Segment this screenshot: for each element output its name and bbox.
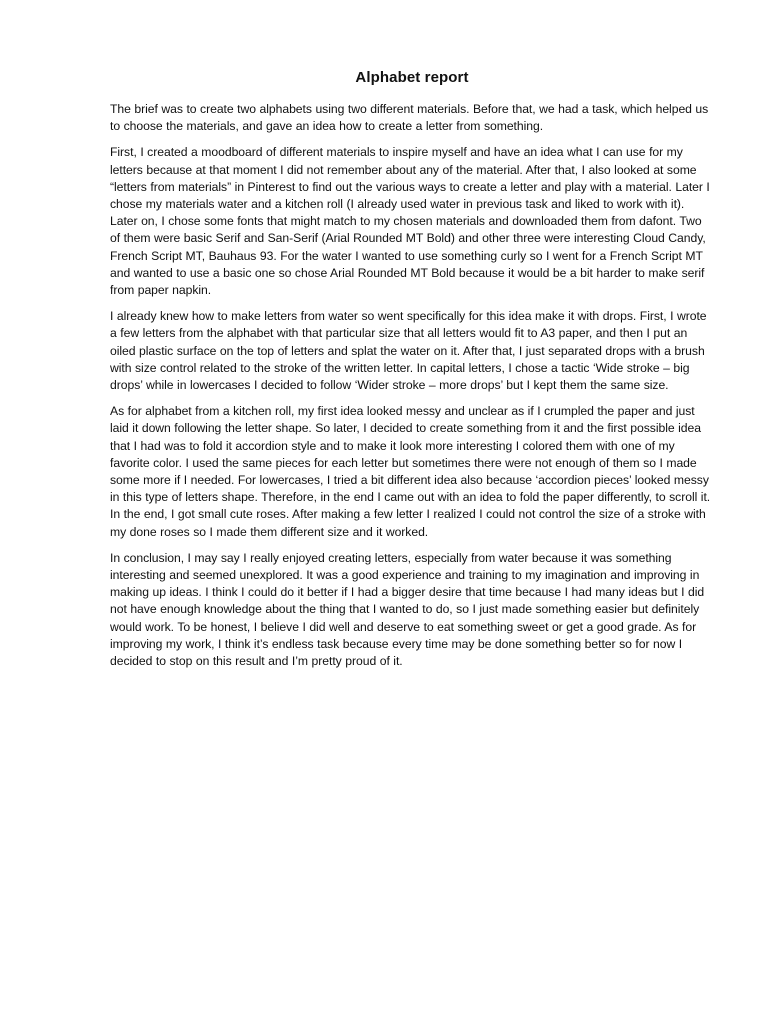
paragraph-brief: The brief was to create two alphabets using two different materials. Before that, we had a task, which helped us to choose the materials, and gave an idea how to create a letter from something. bbox=[110, 102, 709, 134]
paragraph-water-letters: I already knew how to make letters from water so went specifically for this idea make it with drops. First, I wrote a few letters from the alphabet with that particular size that all letters would fit to A3 paper, and then I put an oiled plastic surface on the top of letters and splat the water on it. After that, I just separated drops with a brush with size control related to the stroke of the written letter. In capital letters, I chose a tactic ‘Wide stroke – big drops’ while in lowercases I decided to follow ‘Wider stroke – more drops’ but I kept them the same size. bbox=[110, 309, 707, 393]
paragraph-kitchen-roll: As for alphabet from a kitchen roll, my first idea looked messy and unclear as if I crumpled the paper and just laid it down following the letter shape. So later, I decided to create something from it and the first possible idea that I had was to fold it accordion style and to make it look more interesting I colored them with one of my favorite color. I used the same pieces for each letter but sometimes there were not enough of them so I made some more if I needed. For lowercases, I tried a bit different idea also because ‘accordion pieces’ looked messy in this type of letters shape. Therefore, in the end I came out with an idea to fold the paper differently, to scroll it. In the end, I got small cute roses. After making a few letter I realized I could not control the size of a stroke with my done roses so I made them different size and it worked. bbox=[110, 404, 711, 539]
paragraph-conclusion: In conclusion, I may say I really enjoyed creating letters, especially from water because it was something interesting and seemed unexplored. It was a good experience and training to my imagination and improving in making up ideas. I think I could do it better if I had a bigger desire that time because I had many ideas but I did not have enough knowledge about the thing that I wanted to do, so I just made something easier but definitely would work. To be honest, I believe I did well and deserve to eat something sweet or get a good grade. As for improving my work, I think it’s endless task because every time may be done something better so for now I decided to stop on this result and I’m pretty proud of it. bbox=[110, 550, 705, 669]
paragraph-moodboard: First, I created a moodboard of different materials to inspire myself and have an idea what I can use for my letters because at that moment I did not remember about any of the material. After that, I also looked at some “letters from materials” in Pinterest to find out the various ways to create a letter and play with a material. Later I chose my materials water and a kitchen roll (I already used water in previous task and liked to work with it). Later on, I chose some fonts that might match to my chosen materials and downloaded them from dafont. Two of them were basic Serif and San-Serif (Arial Rounded MT Bold) and other three were interesting Cloud Candy, French Script MT, Bauhaus 93. For the water I wanted to use something curly so I went for a French Script MT and wanted to use a basic one so chose Arial Rounded MT Bold because it would be a bit harder to make serif from paper napkin. bbox=[110, 145, 710, 298]
document-title: Alphabet report bbox=[355, 69, 469, 86]
